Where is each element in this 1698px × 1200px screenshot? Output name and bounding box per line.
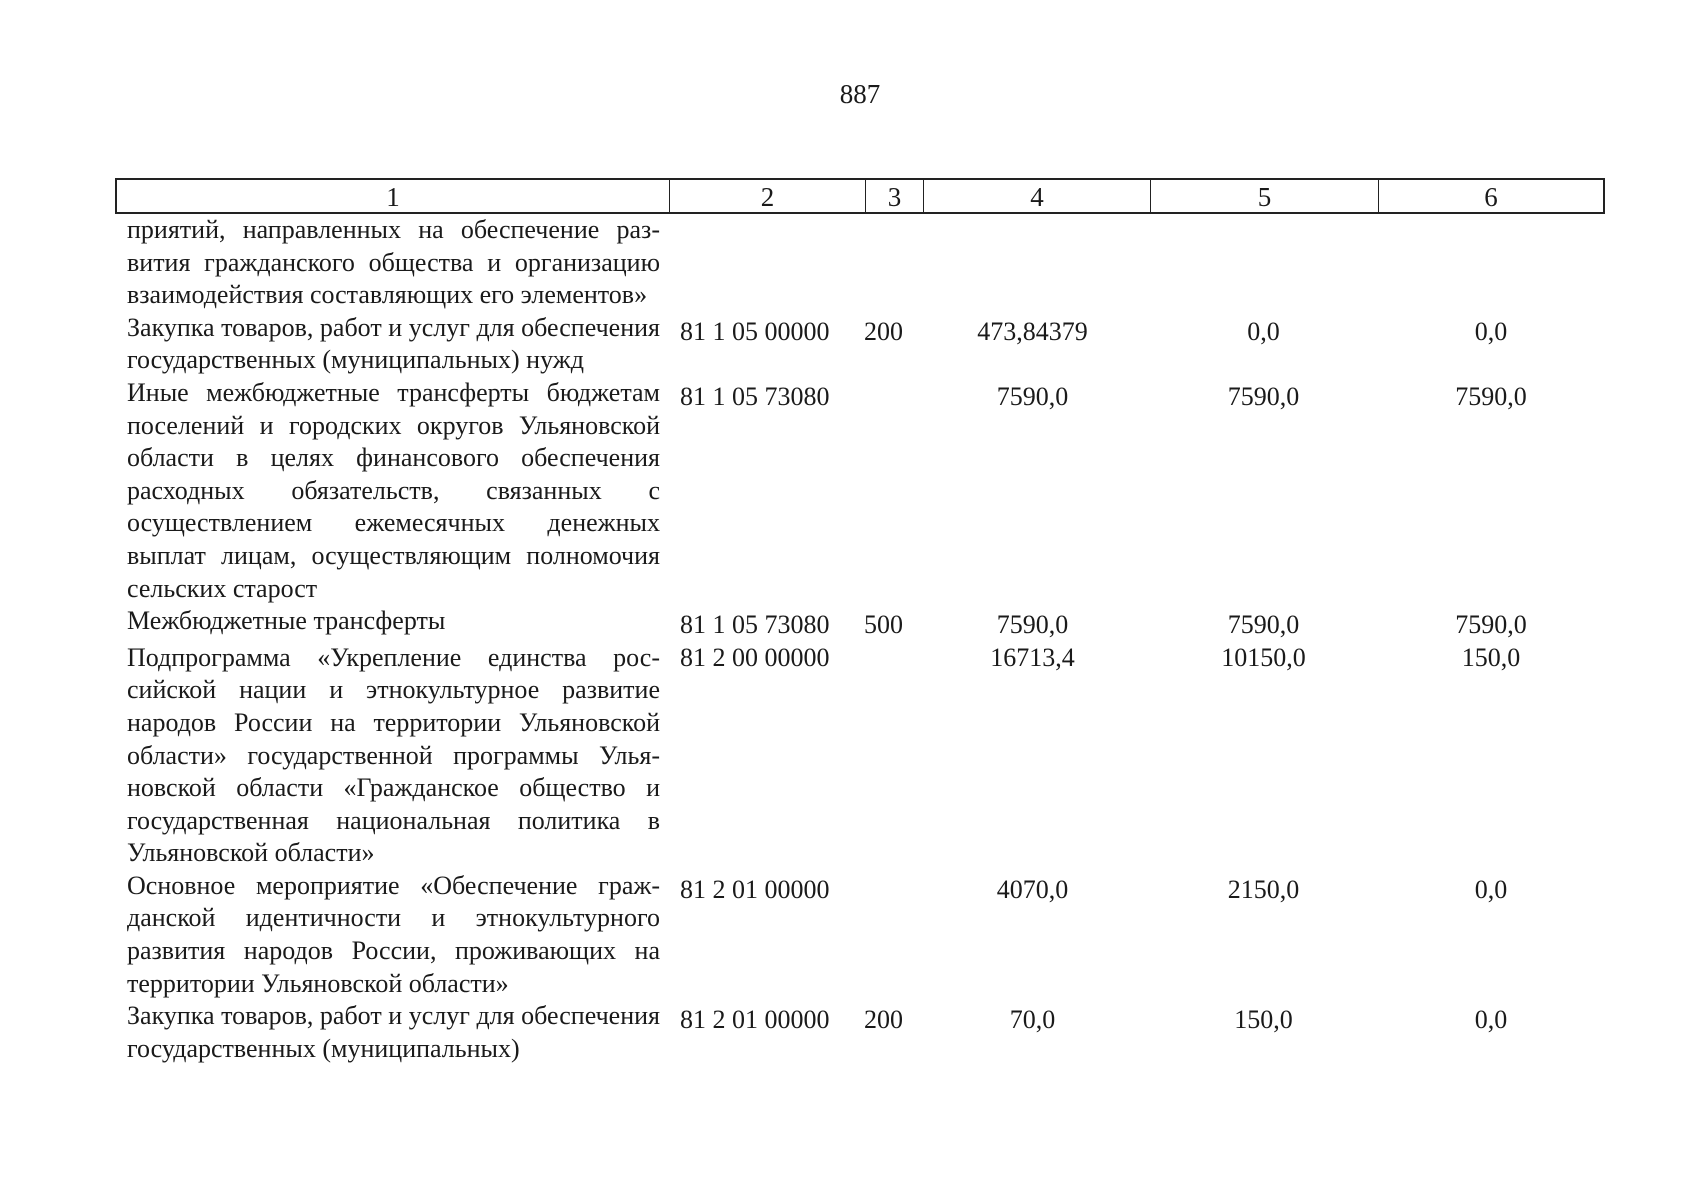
row-description: приятий, направленных на обеспечение развития гражданского общества и организацию взаимодействия составляющих его элементов» bbox=[127, 215, 660, 310]
row-description: Закупка товаров, работ и услуг для обеспечения государственных (муниципальных) нужд bbox=[127, 312, 660, 375]
row-value-6: 7590,0 bbox=[1455, 610, 1527, 640]
column-header-2: 2 bbox=[670, 180, 866, 212]
table-header bbox=[115, 178, 1605, 214]
row-value-6: 7590,0 bbox=[1455, 381, 1527, 411]
row-code: 81 2 01 00000 bbox=[680, 1005, 830, 1035]
row-value-4: 4070,0 bbox=[996, 874, 1069, 904]
row-value-6: 0,0 bbox=[1474, 1005, 1508, 1035]
row-value-5: 10150,0 bbox=[1221, 642, 1306, 672]
row-description: Иные межбюджетные трансферты бюджетам поселений и городских округов Ульяновской области в целях финансового обеспечения расходных обязательств, связанных с осуществлением ежемесячных денежных выплат лицам, осуществляющим полномочия сельских старост bbox=[127, 377, 660, 603]
column-header-6: 6 bbox=[1484, 182, 1498, 212]
row-value-6: 150,0 bbox=[1461, 642, 1521, 672]
row-type: 500 bbox=[864, 610, 903, 640]
column-header-3: 3 bbox=[866, 180, 924, 212]
table-row bbox=[115, 214, 1605, 312]
row-value-6: 0,0 bbox=[1474, 316, 1508, 346]
column-header-1: 1 bbox=[117, 180, 670, 212]
row-value-5: 7590,0 bbox=[1227, 610, 1300, 640]
row-code: 81 1 05 00000 bbox=[680, 316, 830, 346]
table-row bbox=[115, 870, 1605, 1000]
row-value-5 bbox=[1150, 214, 1377, 218]
row-value-5: 2150,0 bbox=[1227, 874, 1300, 904]
row-description: Подпрограмма «Укрепление единства российской нации и этнокультурное развитие народов России на территории Ульяновской области» государственной программы Ульяновской области «Гражданское общество и государственная национальная политика в Ульяновской области» bbox=[127, 642, 660, 868]
table-row bbox=[115, 605, 1605, 642]
row-type bbox=[857, 214, 915, 218]
row-value-5: 150,0 bbox=[1234, 1005, 1293, 1035]
table-row bbox=[115, 1000, 1605, 1065]
row-code: 81 2 00 00000 bbox=[680, 642, 830, 672]
row-value-5: 0,0 bbox=[1247, 316, 1280, 346]
row-type: 200 bbox=[864, 1005, 903, 1035]
row-value-6 bbox=[1377, 214, 1605, 218]
table-row bbox=[115, 377, 1605, 605]
row-value-4: 7590,0 bbox=[996, 381, 1069, 411]
row-value-4: 473,84379 bbox=[977, 316, 1088, 346]
table-body bbox=[115, 214, 1605, 1065]
row-type bbox=[857, 870, 915, 874]
column-header-5: 5 bbox=[1151, 180, 1379, 212]
row-value-4: 7590,0 bbox=[996, 610, 1069, 640]
row-type: 200 bbox=[864, 316, 903, 346]
row-code: 81 1 05 73080 bbox=[680, 610, 830, 640]
row-value-6: 0,0 bbox=[1474, 874, 1508, 904]
column-header-4: 4 bbox=[924, 180, 1151, 212]
table-row bbox=[115, 642, 1605, 870]
table-row bbox=[115, 312, 1605, 377]
row-code bbox=[660, 214, 857, 218]
row-description: Основное мероприятие «Обеспечение гражданской идентичности и этнокультурного развития народов России, проживающих на территории Ульяновской области» bbox=[127, 870, 660, 998]
row-description: Закупка товаров, работ и услуг для обеспечения государственных (муниципальных) bbox=[127, 1001, 660, 1063]
row-value-4 bbox=[915, 214, 1150, 218]
row-value-4: 70,0 bbox=[1009, 1005, 1056, 1035]
row-code: 81 2 01 00000 bbox=[680, 874, 830, 904]
row-value-4: 16713,4 bbox=[990, 642, 1075, 672]
row-description: Межбюджетные трансферты bbox=[127, 606, 446, 636]
row-type bbox=[857, 377, 915, 381]
row-value-5: 7590,0 bbox=[1227, 381, 1300, 411]
row-code: 81 1 05 73080 bbox=[680, 381, 830, 411]
page-number: 887 bbox=[839, 79, 881, 109]
